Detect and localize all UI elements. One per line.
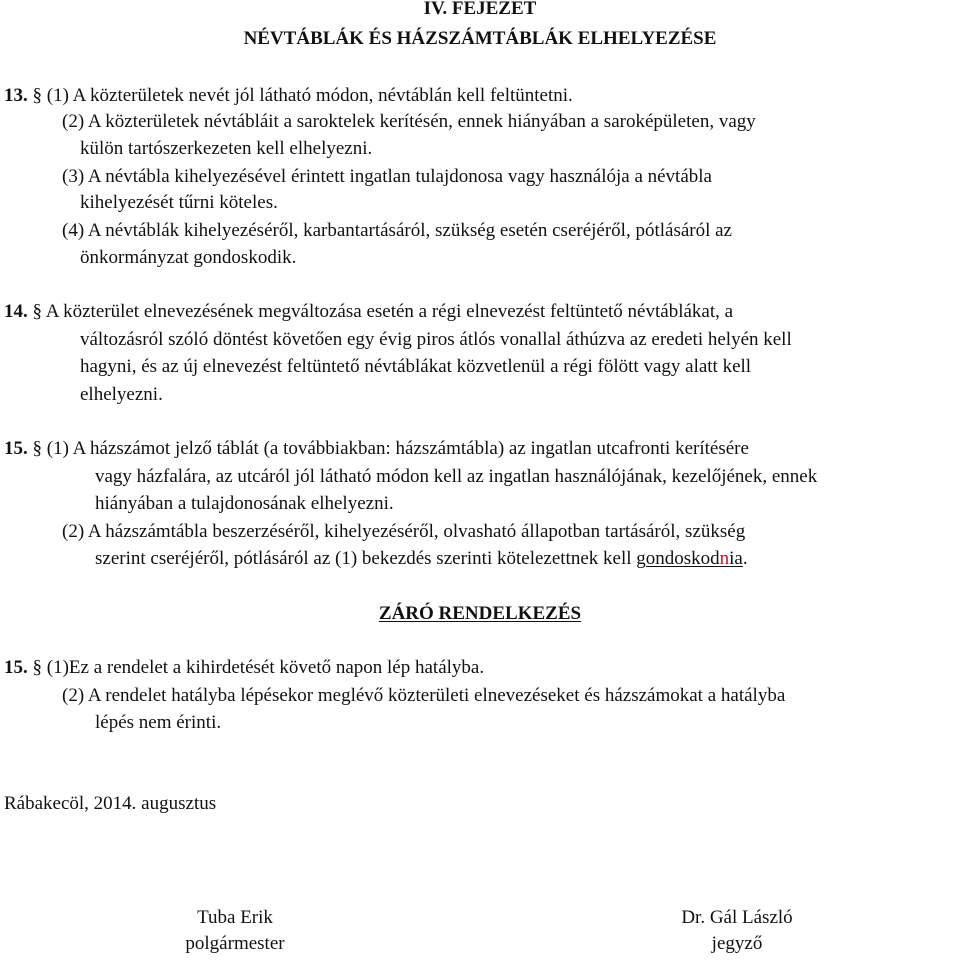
section-14-line1-text: A közterület elnevezésének megváltozása esetén a régi elnevezést feltüntető névtáblákat, a [45,301,734,322]
section-15-p2-line1: (2) A házszámtábla beszerzéséről, kihelyezéséről, olvasható állapotban tartásáról, szükség [62,521,746,542]
misspelled-word-highlight: n [719,548,730,569]
section-13-number: 13. [4,85,28,106]
section-sign-icon: § [32,85,42,106]
section-15-p1-line1 [4,437,749,461]
section-14-line2: változásról szóló döntést követően egy évig piros átlós vonallal áthúzva az eredeti helyén kell [80,329,792,350]
place-date: Rábakecöl, 2014. augusztus [4,793,217,814]
section-15-p1-line3: hiányában a tulajdonosának elhelyezni. [95,493,394,514]
chapter-title: NÉVTÁBLÁK ÉS HÁZSZÁMTÁBLÁK ELHELYEZÉSE [243,28,717,49]
section-14-number: 14. [4,301,28,322]
signature-right-name: Dr. Gál László [681,907,793,928]
closing-p1-text: (1)Ez a rendelet a kihirdetését követő napon lép hatályba. [46,657,485,678]
section-13-p3-line1: (3) A névtábla kihelyezésével érintett ingatlan tulajdonosa vagy használója a névtábla [62,166,712,187]
misspelled-word [636,548,743,569]
section-14-line4: elhelyezni. [80,384,163,405]
section-15-p2-line2 [95,547,748,571]
signature-left-title: polgármester [185,933,285,954]
section-13-p3-line2: kihelyezését tűrni köteles. [80,192,278,213]
sentence-end: . [742,548,748,569]
section-13-p4-line1: (4) A névtáblák kihelyezéséről, karbantartásáról, szükség esetén cseréjéről, pótlásáról az [62,220,732,241]
section-15-p1-line2: vagy házfalára, az utcáról jól látható módon kell az ingatlan használójának, kezelőjének, ennek [95,466,818,487]
section-13-p4-line2: önkormányzat gondoskodik. [80,247,297,268]
section-15-p1-line1-text: (1) A házszámot jelző táblát (a továbbiakban: házszámtábla) az ingatlan utcafronti kerítésére [46,438,749,459]
misspelled-word-part: gondoskod [636,548,720,569]
closing-p2-line1: (2) A rendelet hatályba lépésekor meglévő közterületi elnevezéseket és házszámokat a hatályba [62,685,786,706]
closing-number: 15. [4,657,28,678]
section-13-p2-line2: külön tartószerkezeten kell elhelyezni. [80,138,373,159]
section-sign-icon: § [32,438,42,459]
section-13-p1-text: (1) A közterületek nevét jól látható módon, névtáblán kell feltüntetni. [46,85,573,106]
section-14-line3: hagyni, és az új elnevezést feltüntető névtáblákat közvetlenül a régi fölött vagy alatt kell [80,356,752,377]
closing-title: ZÁRÓ RENDELKEZÉS [378,603,582,624]
section-13-p1 [4,84,573,108]
signature-left [160,905,310,957]
signature-right-title: jegyző [711,933,763,954]
chapter-number: IV. FEJEZET [423,0,537,19]
section-14-line1 [4,300,733,324]
section-15-number: 15. [4,438,28,459]
closing-p1 [4,656,484,680]
section-sign-icon: § [32,657,42,678]
closing-p2-line2: lépés nem érinti. [95,712,222,733]
signature-left-name: Tuba Erik [197,907,273,928]
section-sign-icon: § [32,301,42,322]
signature-right [652,905,822,957]
section-15-p2-line2-text: szerint cseréjéről, pótlásáról az (1) bekezdés szerinti kötelezettnek kell [95,548,637,569]
section-13-p2-line1: (2) A közterületek névtábláit a saroktelek kerítésén, ennek hiányában a saroképületen, vagy [62,111,756,132]
misspelled-word-part: ia [729,548,743,569]
